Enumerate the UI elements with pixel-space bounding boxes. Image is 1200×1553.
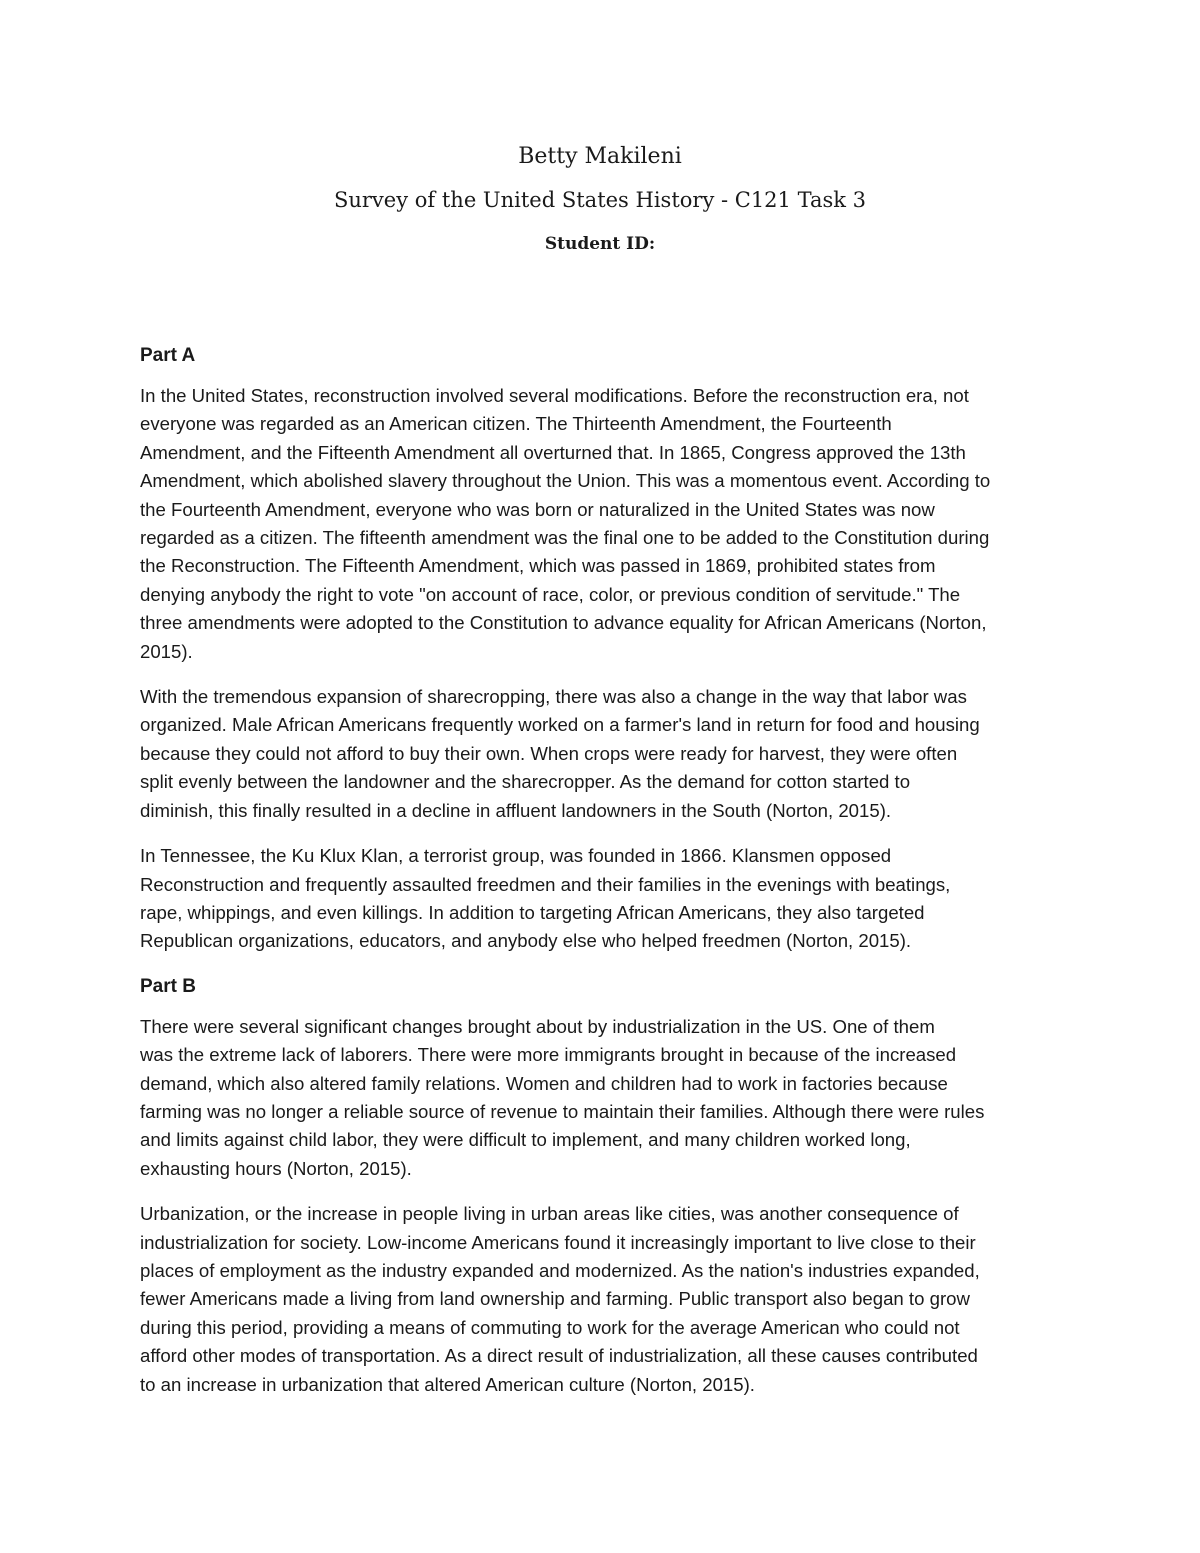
text-line: to an increase in urbanization that altered American culture (Norton, 2015). [140, 1373, 755, 1395]
part-a-heading: Part A [140, 345, 196, 366]
text-line: and limits against child labor, they were difficult to implement, and many children worked long, [140, 1129, 911, 1151]
text-line: regarded as a citizen. The fifteenth amendment was the final one to be added to the Constitution during [140, 527, 990, 549]
text-line: because they could not afford to buy their own. When crops were ready for harvest, they were often [140, 742, 958, 764]
text-line: There were several significant changes brought about by industrialization in the US. One of them [140, 1015, 935, 1037]
text-line: denying anybody the right to vote "on account of race, color, or previous condition of servitude." The [140, 583, 961, 605]
text-line: split evenly between the landowner and the sharecropper. As the demand for cotton started to [140, 771, 911, 793]
text-line: exhausting hours (Norton, 2015). [140, 1157, 412, 1179]
text-line: during this period, providing a means of commuting to work for the average American who could not [140, 1316, 960, 1338]
text-line: places of employment as the industry expanded and modernized. As the nation's industries expanded, [140, 1259, 980, 1281]
text-line: Amendment, which abolished slavery throughout the Union. This was a momentous event. According to [140, 470, 991, 492]
text-line: organized. Male African Americans frequently worked on a farmer's land in return for food and housing [140, 714, 980, 736]
text-line: fewer Americans made a living from land ownership and farming. Public transport also began to grow [140, 1288, 970, 1310]
text-line: Urbanization, or the increase in people living in urban areas like cities, was another consequence of [140, 1203, 959, 1225]
part-a-section [140, 382, 1070, 956]
paragraph [140, 842, 1070, 956]
part-b-heading: Part B [140, 975, 196, 997]
text-line: Amendment, and the Fifteenth Amendment all overturned that. In 1865, Congress approved the 13th [140, 441, 966, 463]
document-body [140, 342, 1070, 1416]
paragraph [140, 683, 1070, 825]
text-line: industrialization for society. Low-income Americans found it increasingly important to live close to their [140, 1231, 976, 1253]
paragraph [140, 1200, 1070, 1399]
paragraph [140, 382, 1070, 666]
text-line: diminish, this finally resulted in a decline in affluent landowners in the South (Norton, 2015). [140, 799, 892, 821]
text-line: everyone was regarded as an American citizen. The Thirteenth Amendment, the Fourteenth [140, 413, 892, 435]
part-b-section [140, 1013, 1070, 1399]
text-line: rape, whippings, and even killings. In addition to targeting African Americans, they also targeted [140, 901, 925, 923]
paragraph [140, 1013, 1070, 1183]
text-line: demand, which also altered family relations. Women and children had to work in factories because [140, 1072, 948, 1094]
course-title: Survey of the United States History - C121 Task 3 [333, 188, 867, 212]
text-line: the Reconstruction. The Fifteenth Amendment, which was passed in 1869, prohibited states from [140, 555, 936, 577]
text-line: Reconstruction and frequently assaulted freedmen and their families in the evenings with beatings, [140, 873, 951, 895]
text-line: farming was no longer a reliable source of revenue to maintain their families. Although there were rules [140, 1100, 985, 1122]
text-line: afford other modes of transportation. As a direct result of industrialization, all these causes contributed [140, 1345, 978, 1367]
text-line: Republican organizations, educators, and anybody else who helped freedmen (Norton, 2015). [140, 930, 912, 952]
text-line: In the United States, reconstruction involved several modifications. Before the reconstruction era, not [140, 385, 969, 406]
text-line: With the tremendous expansion of sharecropping, there was also a change in the way that labor was [140, 686, 967, 708]
text-line: In Tennessee, the Ku Klux Klan, a terrorist group, was founded in 1866. Klansmen opposed [140, 845, 892, 867]
text-line: the Fourteenth Amendment, everyone who was born or naturalized in the United States was now [140, 498, 935, 520]
text-line: was the extreme lack of laborers. There were more immigrants brought in because of the increased [140, 1044, 957, 1066]
text-line: 2015). [140, 640, 193, 662]
author-name: Betty Makileni [518, 144, 682, 169]
text-line: three amendments were adopted to the Constitution to advance equality for African Americans (Norton, [140, 612, 987, 634]
student-id-label: Student ID: [544, 234, 656, 254]
